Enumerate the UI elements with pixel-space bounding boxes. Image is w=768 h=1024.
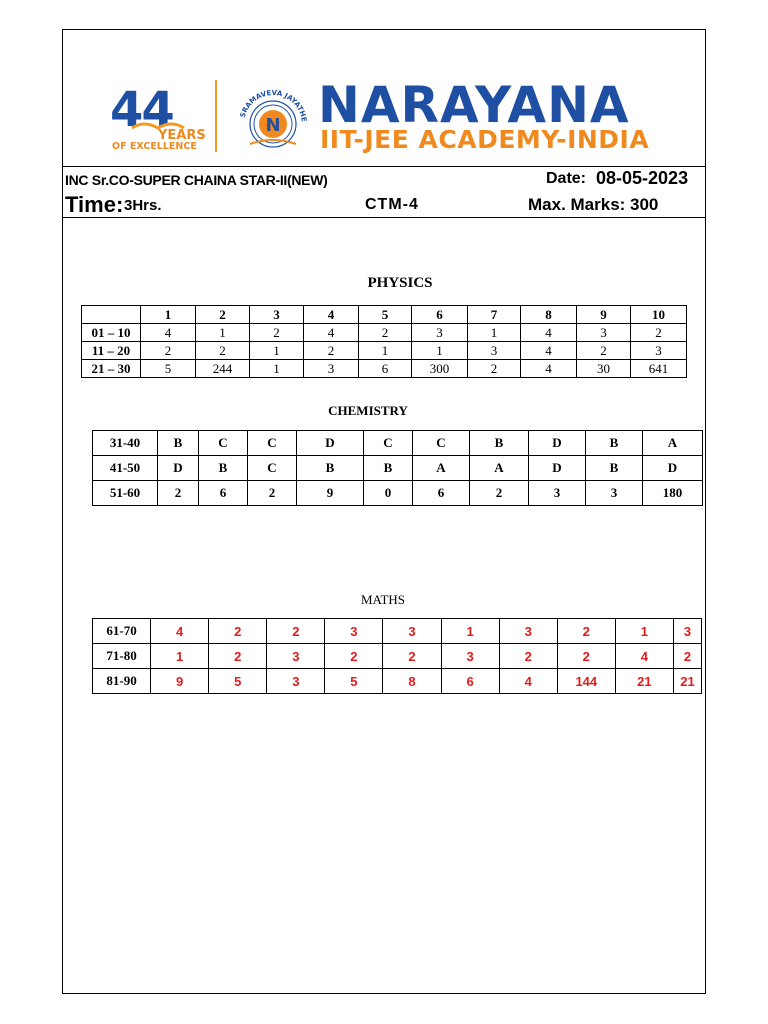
chemistry-answer-cell: 9 — [297, 481, 364, 506]
excellence-text: OF EXCELLENCE — [112, 141, 197, 150]
physics-answer-cell: 4 — [521, 342, 577, 360]
physics-answer-cell: 3 — [304, 360, 359, 378]
maths-answer-cell: 1 — [441, 619, 499, 644]
narayana-emblem-icon — [236, 82, 310, 150]
test-name: CTM-4 — [365, 196, 419, 213]
maths-answer-cell: 2 — [673, 644, 701, 669]
physics-column-header: 4 — [304, 306, 359, 324]
chemistry-answer-cell: A — [413, 456, 470, 481]
maths-answer-cell: 3 — [267, 644, 325, 669]
table-row — [93, 619, 702, 644]
chemistry-answer-cell: C — [248, 431, 297, 456]
table-row — [93, 431, 703, 456]
physics-answer-cell: 641 — [631, 360, 687, 378]
maths-answer-cell: 4 — [499, 669, 557, 694]
physics-answer-cell: 4 — [521, 324, 577, 342]
chemistry-answer-cell: A — [470, 456, 529, 481]
physics-row-label: 01 – 10 — [82, 324, 141, 342]
physics-answer-cell: 244 — [196, 360, 250, 378]
years-number: 44 — [110, 82, 173, 138]
chemistry-answer-cell: D — [297, 431, 364, 456]
table-row — [93, 481, 703, 506]
maths-answer-cell: 3 — [441, 644, 499, 669]
physics-column-header: 9 — [577, 306, 631, 324]
program-name: INC Sr.CO-SUPER CHAINA STAR-II(NEW) — [65, 172, 328, 188]
chemistry-answer-table — [92, 430, 703, 506]
max-marks-label: Max. Marks: — [528, 195, 626, 214]
physics-answer-cell: 4 — [304, 324, 359, 342]
table-row — [93, 644, 702, 669]
chemistry-answer-cell: D — [643, 456, 703, 481]
physics-answer-cell: 1 — [468, 324, 521, 342]
maths-row-label: 71-80 — [93, 644, 151, 669]
physics-column-header: 1 — [141, 306, 196, 324]
chemistry-answer-cell: 2 — [248, 481, 297, 506]
maths-answer-cell: 2 — [557, 619, 615, 644]
maths-answer-cell: 5 — [325, 669, 383, 694]
physics-row-label: 21 – 30 — [82, 360, 141, 378]
emblem-motto: SRAMAVEVA JAYATHE — [238, 88, 308, 123]
chemistry-answer-cell: 3 — [586, 481, 643, 506]
maths-row-label: 61-70 — [93, 619, 151, 644]
physics-row-label: 11 – 20 — [82, 342, 141, 360]
chemistry-answer-cell: B — [586, 431, 643, 456]
time-label: Time: — [65, 192, 124, 217]
chemistry-row-label: 31-40 — [93, 431, 158, 456]
chemistry-answer-cell: 0 — [364, 481, 413, 506]
maths-answer-table — [92, 618, 702, 694]
chemistry-row-label: 41-50 — [93, 456, 158, 481]
maths-answer-cell: 4 — [151, 619, 209, 644]
maths-answer-cell: 1 — [151, 644, 209, 669]
table-row — [82, 342, 687, 360]
physics-title: PHYSICS — [367, 275, 433, 291]
chemistry-answer-cell: C — [364, 431, 413, 456]
maths-answer-cell: 2 — [499, 644, 557, 669]
chemistry-answer-cell: B — [297, 456, 364, 481]
maths-row-label: 81-90 — [93, 669, 151, 694]
maths-answer-cell: 2 — [267, 619, 325, 644]
chemistry-answer-cell: B — [199, 456, 248, 481]
physics-answer-cell: 2 — [250, 324, 304, 342]
chemistry-answer-cell: B — [158, 431, 199, 456]
physics-answer-cell: 2 — [468, 360, 521, 378]
maths-answer-cell: 21 — [615, 669, 673, 694]
chemistry-answer-cell: 6 — [413, 481, 470, 506]
physics-answer-cell: 2 — [577, 342, 631, 360]
physics-answer-cell: 6 — [359, 360, 412, 378]
brand-name: NARAYANA — [318, 76, 630, 134]
physics-column-header: 8 — [521, 306, 577, 324]
chemistry-title: CHEMISTRY — [328, 403, 408, 418]
physics-answer-cell: 2 — [196, 342, 250, 360]
physics-answer-cell: 3 — [468, 342, 521, 360]
physics-answer-cell: 300 — [412, 360, 468, 378]
anniversary-logo — [110, 80, 210, 150]
table-row — [82, 324, 687, 342]
maths-answer-cell: 2 — [209, 619, 267, 644]
physics-answer-cell: 1 — [196, 324, 250, 342]
physics-header-row — [82, 306, 687, 324]
physics-answer-cell: 2 — [631, 324, 687, 342]
table-row — [82, 360, 687, 378]
maths-answer-cell: 5 — [209, 669, 267, 694]
chemistry-answer-cell: 2 — [470, 481, 529, 506]
maths-answer-cell: 144 — [557, 669, 615, 694]
physics-answer-cell: 30 — [577, 360, 631, 378]
maths-answer-cell: 3 — [325, 619, 383, 644]
maths-answer-cell: 2 — [209, 644, 267, 669]
header-rule-top — [62, 166, 706, 167]
physics-column-header: 6 — [412, 306, 468, 324]
chemistry-answer-cell: B — [364, 456, 413, 481]
maths-answer-cell: 4 — [615, 644, 673, 669]
chemistry-answer-cell: B — [586, 456, 643, 481]
maths-answer-cell: 6 — [441, 669, 499, 694]
physics-answer-cell: 1 — [250, 360, 304, 378]
emblem-letter: N — [265, 115, 281, 136]
chemistry-answer-cell: D — [158, 456, 199, 481]
physics-column-header: 5 — [359, 306, 412, 324]
maths-answer-cell: 2 — [557, 644, 615, 669]
physics-answer-cell: 3 — [631, 342, 687, 360]
date-value: 08-05-2023 — [596, 168, 689, 188]
maths-title: MATHS — [360, 592, 406, 607]
physics-answer-cell: 1 — [250, 342, 304, 360]
physics-answer-cell: 4 — [141, 324, 196, 342]
chemistry-row-label: 51-60 — [93, 481, 158, 506]
maths-answer-cell: 2 — [383, 644, 441, 669]
logo-divider — [215, 80, 217, 152]
date-label: Date: — [546, 170, 587, 187]
header-rule-bottom — [62, 217, 706, 218]
years-word: YEARS — [158, 128, 206, 143]
physics-answer-cell: 3 — [577, 324, 631, 342]
physics-column-header: 10 — [631, 306, 687, 324]
chemistry-answer-cell: 3 — [529, 481, 586, 506]
physics-column-header: 3 — [250, 306, 304, 324]
time-value: 3Hrs. — [124, 197, 162, 214]
chemistry-answer-cell: D — [529, 456, 586, 481]
physics-column-header: 2 — [196, 306, 250, 324]
table-row — [93, 669, 702, 694]
chemistry-answer-cell: C — [199, 431, 248, 456]
maths-answer-cell: 3 — [267, 669, 325, 694]
chemistry-answer-cell: 180 — [643, 481, 703, 506]
physics-corner-cell — [82, 306, 141, 324]
physics-answer-cell: 1 — [412, 342, 468, 360]
physics-answer-cell: 1 — [359, 342, 412, 360]
physics-column-header: 7 — [468, 306, 521, 324]
physics-answer-cell: 3 — [412, 324, 468, 342]
table-row — [93, 456, 703, 481]
chemistry-answer-cell: C — [413, 431, 470, 456]
maths-answer-cell: 3 — [499, 619, 557, 644]
physics-answer-cell: 2 — [141, 342, 196, 360]
maths-answer-cell: 8 — [383, 669, 441, 694]
chemistry-answer-cell: 2 — [158, 481, 199, 506]
maths-answer-cell: 9 — [151, 669, 209, 694]
chemistry-answer-cell: A — [643, 431, 703, 456]
maths-answer-cell: 3 — [383, 619, 441, 644]
maths-answer-cell: 1 — [615, 619, 673, 644]
physics-answer-table — [81, 305, 687, 378]
chemistry-answer-cell: D — [529, 431, 586, 456]
maths-answer-cell: 3 — [673, 619, 701, 644]
physics-answer-cell: 4 — [521, 360, 577, 378]
maths-answer-cell: 2 — [325, 644, 383, 669]
chemistry-answer-cell: 6 — [199, 481, 248, 506]
physics-answer-cell: 2 — [359, 324, 412, 342]
max-marks-value: 300 — [630, 195, 659, 214]
maths-answer-cell: 21 — [673, 669, 701, 694]
physics-answer-cell: 5 — [141, 360, 196, 378]
brand-subtitle: IIT-JEE ACADEMY-INDIA — [320, 125, 650, 154]
chemistry-answer-cell: C — [248, 456, 297, 481]
physics-answer-cell: 2 — [304, 342, 359, 360]
chemistry-answer-cell: B — [470, 431, 529, 456]
